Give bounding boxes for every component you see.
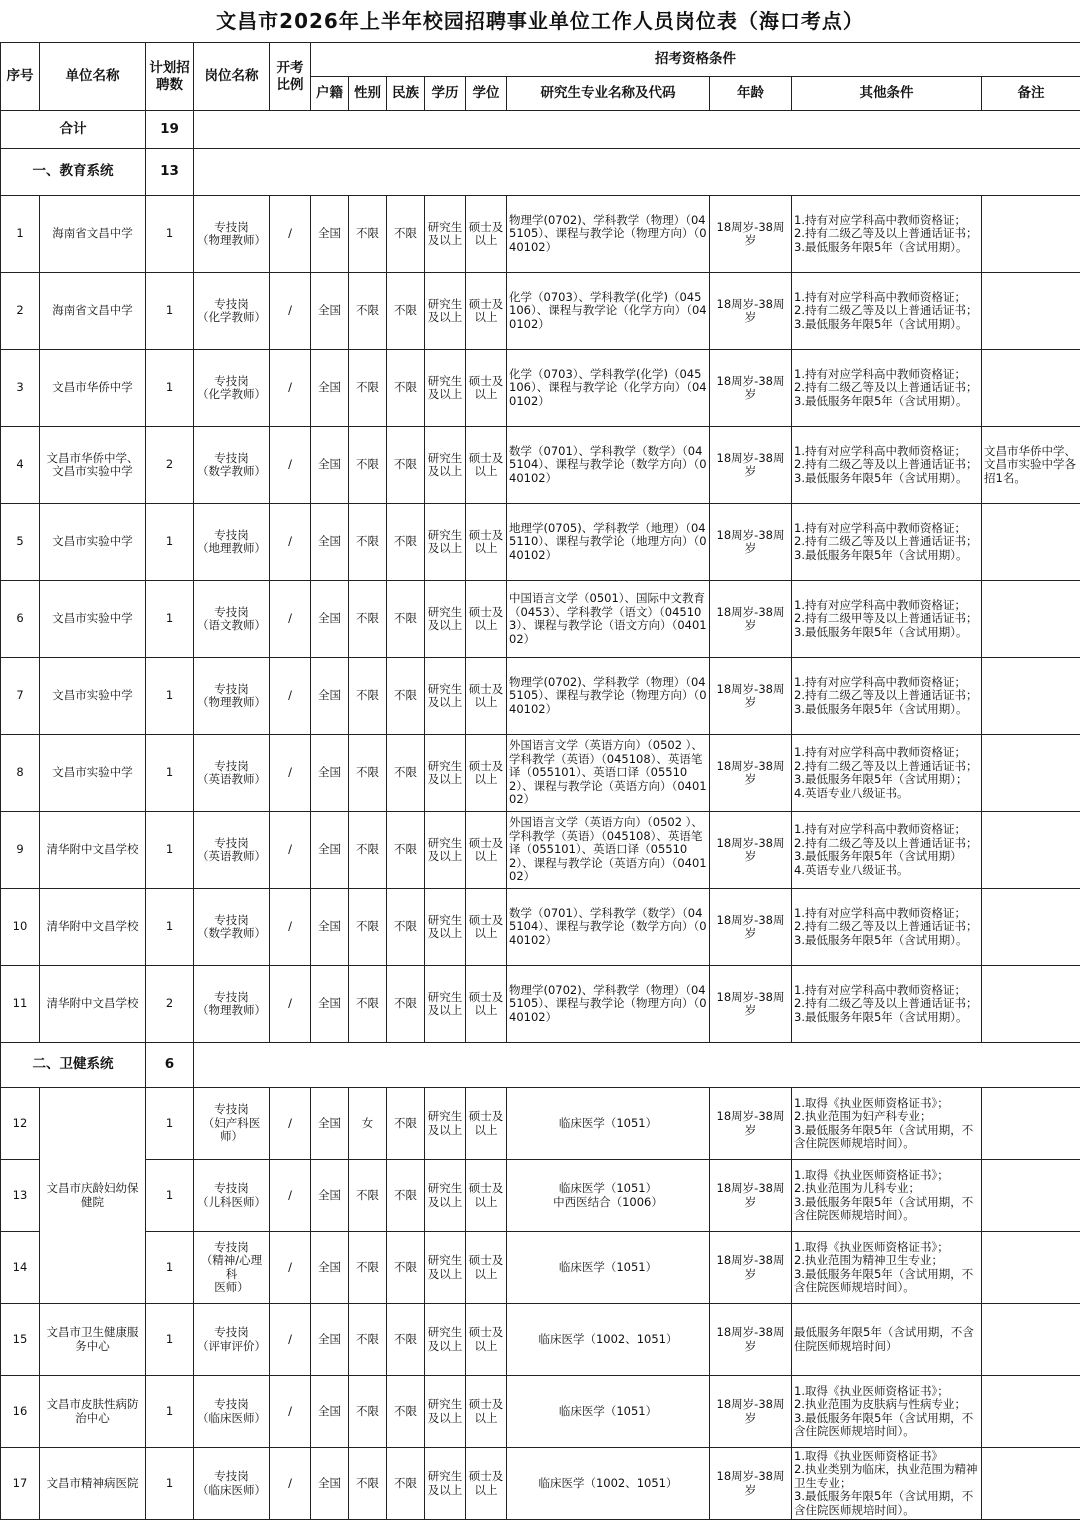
cell-seq: 3 bbox=[1, 350, 40, 427]
cell-ethnic: 不限 bbox=[387, 1160, 425, 1232]
cell-plan: 1 bbox=[146, 504, 194, 581]
header-degree: 学位 bbox=[466, 77, 507, 111]
cell-education: 研究生及以上 bbox=[425, 350, 466, 427]
cell-degree: 硕士及以上 bbox=[466, 350, 507, 427]
cell-unit: 文昌市华侨中学 bbox=[40, 350, 146, 427]
cell-gender: 不限 bbox=[349, 273, 387, 350]
cell-other: 1.持有对应学科高中教师资格证； 2.持有二级乙等及以上普通话证书； 3.最低服务年限5年（含试用期）。 bbox=[792, 350, 982, 427]
cell-position: 专技岗 （物理教师） bbox=[194, 658, 270, 735]
cell-remark bbox=[982, 658, 1080, 735]
cell-ratio: / bbox=[270, 350, 311, 427]
cell-education: 研究生及以上 bbox=[425, 1448, 466, 1520]
cell-education: 研究生及以上 bbox=[425, 273, 466, 350]
cell-age: 18周岁-38周岁 bbox=[710, 1232, 792, 1304]
cell-remark bbox=[982, 273, 1080, 350]
cell-plan: 1 bbox=[146, 735, 194, 812]
cell-major: 临床医学（1002、1051） bbox=[507, 1304, 710, 1376]
cell-unit: 文昌市庆龄妇幼保健院 bbox=[40, 1088, 146, 1304]
header-position: 岗位名称 bbox=[194, 43, 270, 111]
cell-position: 专技岗 （物理教师） bbox=[194, 196, 270, 273]
cell-seq: 16 bbox=[1, 1376, 40, 1448]
cell-major: 外国语言文学（英语方向）（0502 ）、学科教学（英语）（045108）、英语笔译（055101）、英语口译（055102）、课程与教学论（英语方向）（040102） bbox=[507, 812, 710, 889]
cell-hukou: 全国 bbox=[311, 966, 349, 1043]
cell-education: 研究生及以上 bbox=[425, 504, 466, 581]
cell-age: 18周岁-38周岁 bbox=[710, 966, 792, 1043]
cell-other: 1.持有对应学科高中教师资格证； 2.持有二级乙等及以上普通话证书； 3.最低服务年限5年（含试用期）。 bbox=[792, 658, 982, 735]
cell-education: 研究生及以上 bbox=[425, 966, 466, 1043]
section-row bbox=[1, 149, 1080, 196]
cell-plan: 1 bbox=[146, 812, 194, 889]
table-row bbox=[1, 504, 1080, 581]
header-ratio: 开考比例 bbox=[270, 43, 311, 111]
cell-position: 专技岗 （临床医师） bbox=[194, 1376, 270, 1448]
cell-ethnic: 不限 bbox=[387, 427, 425, 504]
cell-seq: 5 bbox=[1, 504, 40, 581]
cell-seq: 2 bbox=[1, 273, 40, 350]
cell-hukou: 全国 bbox=[311, 1160, 349, 1232]
table-row bbox=[1, 427, 1080, 504]
cell-other: 1.取得《执业医师资格证书》； 2.执业范围为妇产科专业； 3.最低服务年限5年（含试用期，不含住院医师规培时间）。 bbox=[792, 1088, 982, 1160]
table-row bbox=[1, 735, 1080, 812]
table-body bbox=[1, 111, 1080, 1520]
cell-major: 临床医学（1051） bbox=[507, 1376, 710, 1448]
cell-age: 18周岁-38周岁 bbox=[710, 735, 792, 812]
cell-education: 研究生及以上 bbox=[425, 658, 466, 735]
cell-plan: 1 bbox=[146, 889, 194, 966]
cell-seq: 4 bbox=[1, 427, 40, 504]
table-row bbox=[1, 350, 1080, 427]
section-count: 6 bbox=[146, 1043, 194, 1088]
cell-plan: 1 bbox=[146, 1304, 194, 1376]
header-ethnic: 民族 bbox=[387, 77, 425, 111]
cell-other: 1.持有对应学科高中教师资格证； 2.持有二级乙等及以上普通话证书； 3.最低服务年限5年（含试用期）。 bbox=[792, 273, 982, 350]
cell-ratio: / bbox=[270, 1232, 311, 1304]
header-plan: 计划招聘数 bbox=[146, 43, 194, 111]
section-name: 一、教育系统 bbox=[1, 149, 146, 196]
cell-degree: 硕士及以上 bbox=[466, 735, 507, 812]
cell-ethnic: 不限 bbox=[387, 350, 425, 427]
cell-age: 18周岁-38周岁 bbox=[710, 196, 792, 273]
cell-unit: 文昌市华侨中学、文昌市实验中学 bbox=[40, 427, 146, 504]
header-hukou: 户籍 bbox=[311, 77, 349, 111]
page-title: 文昌市2026年上半年校园招聘事业单位工作人员岗位表（海口考点） bbox=[216, 9, 864, 33]
cell-ethnic: 不限 bbox=[387, 889, 425, 966]
cell-degree: 硕士及以上 bbox=[466, 1232, 507, 1304]
cell-position: 专技岗 （英语教师） bbox=[194, 735, 270, 812]
cell-ethnic: 不限 bbox=[387, 1088, 425, 1160]
cell-degree: 硕士及以上 bbox=[466, 966, 507, 1043]
cell-major: 数学（0701）、学科教学（数学）（045104）、课程与教学论（数学方向）（040102） bbox=[507, 889, 710, 966]
table-row bbox=[1, 812, 1080, 889]
cell-education: 研究生及以上 bbox=[425, 196, 466, 273]
cell-ratio: / bbox=[270, 1304, 311, 1376]
cell-degree: 硕士及以上 bbox=[466, 273, 507, 350]
header-seq: 序号 bbox=[1, 43, 40, 111]
cell-hukou: 全国 bbox=[311, 735, 349, 812]
cell-hukou: 全国 bbox=[311, 1448, 349, 1520]
cell-major: 化学（0703）、学科教学(化学)（045106）、课程与教学论（化学方向）（040102） bbox=[507, 273, 710, 350]
cell-remark bbox=[982, 1232, 1080, 1304]
cell-position: 专技岗 （妇产科医 师） bbox=[194, 1088, 270, 1160]
cell-ratio: / bbox=[270, 273, 311, 350]
cell-hukou: 全国 bbox=[311, 504, 349, 581]
cell-ethnic: 不限 bbox=[387, 1232, 425, 1304]
cell-degree: 硕士及以上 bbox=[466, 196, 507, 273]
cell-other: 1.持有对应学科高中教师资格证； 2.持有二级乙等及以上普通话证书； 3.最低服务年限5年（含试用期）。 bbox=[792, 966, 982, 1043]
cell-remark bbox=[982, 1160, 1080, 1232]
cell-hukou: 全国 bbox=[311, 812, 349, 889]
cell-hukou: 全国 bbox=[311, 889, 349, 966]
cell-position: 专技岗 （儿科医师） bbox=[194, 1160, 270, 1232]
cell-other: 1.持有对应学科高中教师资格证； 2.持有二级乙等及以上普通话证书； 3.最低服务年限5年（含试用期）。 bbox=[792, 504, 982, 581]
cell-position: 专技岗 （临床医师） bbox=[194, 1448, 270, 1520]
cell-education: 研究生及以上 bbox=[425, 581, 466, 658]
cell-other: 1.取得《执业医师资格证书》； 2.执业范围为儿科专业； 3.最低服务年限5年（含试用期，不含住院医师规培时间）。 bbox=[792, 1160, 982, 1232]
cell-age: 18周岁-38周岁 bbox=[710, 504, 792, 581]
cell-plan: 1 bbox=[146, 196, 194, 273]
cell-other: 1.持有对应学科高中教师资格证； 2.持有二级乙等及以上普通话证书； 3.最低服务年限5年（含试用期）。 bbox=[792, 427, 982, 504]
cell-gender: 不限 bbox=[349, 504, 387, 581]
cell-ethnic: 不限 bbox=[387, 273, 425, 350]
cell-major: 物理学(0702)、学科教学（物理）（045105）、课程与教学论（物理方向）（040102） bbox=[507, 966, 710, 1043]
cell-ratio: / bbox=[270, 504, 311, 581]
cell-age: 18周岁-38周岁 bbox=[710, 1376, 792, 1448]
cell-other: 1.取得《执业医师资格证书》； 2.执业范围为精神卫生专业； 3.最低服务年限5年（含试用期，不含住院医师规培时间）。 bbox=[792, 1232, 982, 1304]
cell-age: 18周岁-38周岁 bbox=[710, 581, 792, 658]
cell-seq: 6 bbox=[1, 581, 40, 658]
cell-hukou: 全国 bbox=[311, 1304, 349, 1376]
cell-remark bbox=[982, 966, 1080, 1043]
cell-hukou: 全国 bbox=[311, 427, 349, 504]
cell-seq: 8 bbox=[1, 735, 40, 812]
cell-seq: 1 bbox=[1, 196, 40, 273]
cell-ratio: / bbox=[270, 1160, 311, 1232]
cell-other: 最低服务年限5年（含试用期，不含住院医师规培时间） bbox=[792, 1304, 982, 1376]
cell-ethnic: 不限 bbox=[387, 812, 425, 889]
cell-seq: 12 bbox=[1, 1088, 40, 1160]
cell-unit: 清华附中文昌学校 bbox=[40, 966, 146, 1043]
cell-ratio: / bbox=[270, 889, 311, 966]
cell-education: 研究生及以上 bbox=[425, 1088, 466, 1160]
section-blank bbox=[194, 149, 1080, 196]
cell-remark bbox=[982, 1376, 1080, 1448]
cell-position: 专技岗 （评审评价） bbox=[194, 1304, 270, 1376]
cell-age: 18周岁-38周岁 bbox=[710, 812, 792, 889]
cell-degree: 硕士及以上 bbox=[466, 581, 507, 658]
cell-age: 18周岁-38周岁 bbox=[710, 273, 792, 350]
cell-gender: 不限 bbox=[349, 735, 387, 812]
cell-other: 1.取得《执业医师资格证书》 2.执业类别为临床，执业范围为精神卫生专业； 3.最低服务年限5年（含试用期，不含住院医师规培时间）。 bbox=[792, 1448, 982, 1520]
cell-degree: 硕士及以上 bbox=[466, 1088, 507, 1160]
cell-position: 专技岗 （化学教师） bbox=[194, 273, 270, 350]
cell-education: 研究生及以上 bbox=[425, 1376, 466, 1448]
cell-ethnic: 不限 bbox=[387, 658, 425, 735]
table-row bbox=[1, 889, 1080, 966]
cell-education: 研究生及以上 bbox=[425, 427, 466, 504]
cell-unit: 海南省文昌中学 bbox=[40, 273, 146, 350]
cell-hukou: 全国 bbox=[311, 1232, 349, 1304]
header-unit: 单位名称 bbox=[40, 43, 146, 111]
section-count: 13 bbox=[146, 149, 194, 196]
cell-seq: 11 bbox=[1, 966, 40, 1043]
cell-ethnic: 不限 bbox=[387, 581, 425, 658]
cell-ratio: / bbox=[270, 196, 311, 273]
cell-plan: 1 bbox=[146, 1160, 194, 1232]
cell-ratio: / bbox=[270, 427, 311, 504]
cell-hukou: 全国 bbox=[311, 350, 349, 427]
cell-plan: 1 bbox=[146, 1232, 194, 1304]
table-row bbox=[1, 196, 1080, 273]
cell-plan: 1 bbox=[146, 581, 194, 658]
cell-age: 18周岁-38周岁 bbox=[710, 658, 792, 735]
cell-major: 临床医学（1051） bbox=[507, 1088, 710, 1160]
cell-hukou: 全国 bbox=[311, 658, 349, 735]
header-other: 其他条件 bbox=[792, 77, 982, 111]
cell-unit: 海南省文昌中学 bbox=[40, 196, 146, 273]
cell-hukou: 全国 bbox=[311, 273, 349, 350]
header-education: 学历 bbox=[425, 77, 466, 111]
cell-position: 专技岗 （英语教师） bbox=[194, 812, 270, 889]
cell-seq: 17 bbox=[1, 1448, 40, 1520]
cell-gender: 不限 bbox=[349, 1376, 387, 1448]
cell-gender: 不限 bbox=[349, 581, 387, 658]
cell-degree: 硕士及以上 bbox=[466, 427, 507, 504]
cell-ethnic: 不限 bbox=[387, 1448, 425, 1520]
cell-degree: 硕士及以上 bbox=[466, 1376, 507, 1448]
cell-unit: 文昌市卫生健康服务中心 bbox=[40, 1304, 146, 1376]
cell-age: 18周岁-38周岁 bbox=[710, 1088, 792, 1160]
cell-remark bbox=[982, 1088, 1080, 1160]
table-row bbox=[1, 1376, 1080, 1448]
cell-position: 专技岗 （数学教师） bbox=[194, 889, 270, 966]
cell-major: 化学（0703）、学科教学(化学)（045106）、课程与教学论（化学方向）（040102） bbox=[507, 350, 710, 427]
cell-degree: 硕士及以上 bbox=[466, 1304, 507, 1376]
cell-ratio: / bbox=[270, 1088, 311, 1160]
cell-other: 1.持有对应学科高中教师资格证； 2.持有二级乙等及以上普通话证书； 3.最低服务年限5年（含试用期）。 bbox=[792, 889, 982, 966]
cell-gender: 女 bbox=[349, 1088, 387, 1160]
cell-remark bbox=[982, 196, 1080, 273]
cell-ratio: / bbox=[270, 658, 311, 735]
cell-unit: 文昌市实验中学 bbox=[40, 658, 146, 735]
cell-gender: 不限 bbox=[349, 1304, 387, 1376]
table-row bbox=[1, 1160, 1080, 1232]
cell-major: 物理学(0702)、学科教学（物理）（045105）、课程与教学论（物理方向）（040102） bbox=[507, 196, 710, 273]
header-remark: 备注 bbox=[982, 77, 1080, 111]
cell-position: 专技岗 （数学教师） bbox=[194, 427, 270, 504]
cell-major: 外国语言文学（英语方向）（0502 ）、学科教学（英语）（045108）、英语笔译（055101）、英语口译（055102）、课程与教学论（英语方向）（040102） bbox=[507, 735, 710, 812]
header-major: 研究生专业名称及代码 bbox=[507, 77, 710, 111]
cell-gender: 不限 bbox=[349, 812, 387, 889]
cell-other: 1.持有对应学科高中教师资格证； 2.持有二级甲等及以上普通话证书； 3.最低服务年限5年（含试用期）。 bbox=[792, 581, 982, 658]
cell-position: 专技岗 （语文教师） bbox=[194, 581, 270, 658]
cell-remark bbox=[982, 735, 1080, 812]
cell-degree: 硕士及以上 bbox=[466, 889, 507, 966]
cell-unit: 清华附中文昌学校 bbox=[40, 812, 146, 889]
cell-gender: 不限 bbox=[349, 427, 387, 504]
cell-ratio: / bbox=[270, 1448, 311, 1520]
cell-remark bbox=[982, 812, 1080, 889]
cell-degree: 硕士及以上 bbox=[466, 1160, 507, 1232]
cell-seq: 9 bbox=[1, 812, 40, 889]
cell-unit: 文昌市实验中学 bbox=[40, 504, 146, 581]
cell-major: 物理学(0702)、学科教学（物理）（045105）、课程与教学论（物理方向）（040102） bbox=[507, 658, 710, 735]
table-row bbox=[1, 1232, 1080, 1304]
cell-plan: 2 bbox=[146, 966, 194, 1043]
cell-ethnic: 不限 bbox=[387, 966, 425, 1043]
cell-education: 研究生及以上 bbox=[425, 1304, 466, 1376]
cell-age: 18周岁-38周岁 bbox=[710, 427, 792, 504]
cell-degree: 硕士及以上 bbox=[466, 1448, 507, 1520]
cell-age: 18周岁-38周岁 bbox=[710, 1448, 792, 1520]
cell-gender: 不限 bbox=[349, 1160, 387, 1232]
cell-gender: 不限 bbox=[349, 1448, 387, 1520]
table-row bbox=[1, 581, 1080, 658]
cell-plan: 1 bbox=[146, 1448, 194, 1520]
cell-other: 1.持有对应学科高中教师资格证； 2.持有二级乙等及以上普通话证书； 3.最低服务年限5年（含试用期） 4.英语专业八级证书。 bbox=[792, 812, 982, 889]
section-row bbox=[1, 1043, 1080, 1088]
cell-position: 专技岗 （地理教师） bbox=[194, 504, 270, 581]
cell-seq: 7 bbox=[1, 658, 40, 735]
cell-ethnic: 不限 bbox=[387, 504, 425, 581]
total-label: 合计 bbox=[1, 111, 146, 149]
cell-major: 数学（0701）、学科教学（数学）（045104）、课程与教学论（数学方向）（040102） bbox=[507, 427, 710, 504]
cell-education: 研究生及以上 bbox=[425, 889, 466, 966]
cell-plan: 1 bbox=[146, 273, 194, 350]
cell-remark bbox=[982, 889, 1080, 966]
cell-gender: 不限 bbox=[349, 658, 387, 735]
table-row bbox=[1, 658, 1080, 735]
cell-plan: 1 bbox=[146, 350, 194, 427]
cell-unit: 文昌市实验中学 bbox=[40, 581, 146, 658]
section-blank bbox=[194, 1043, 1080, 1088]
cell-degree: 硕士及以上 bbox=[466, 658, 507, 735]
header-age: 年龄 bbox=[710, 77, 792, 111]
cell-seq: 15 bbox=[1, 1304, 40, 1376]
cell-education: 研究生及以上 bbox=[425, 735, 466, 812]
table-row bbox=[1, 1448, 1080, 1520]
table-row bbox=[1, 273, 1080, 350]
cell-other: 1.取得《执业医师资格证书》； 2.执业范围为皮肤病与性病专业； 3.最低服务年限5年（含试用期，不含住院医师规培时间）。 bbox=[792, 1376, 982, 1448]
cell-ethnic: 不限 bbox=[387, 735, 425, 812]
cell-plan: 1 bbox=[146, 658, 194, 735]
cell-ratio: / bbox=[270, 812, 311, 889]
cell-education: 研究生及以上 bbox=[425, 812, 466, 889]
cell-ratio: / bbox=[270, 1376, 311, 1448]
cell-age: 18周岁-38周岁 bbox=[710, 350, 792, 427]
cell-seq: 13 bbox=[1, 1160, 40, 1232]
cell-hukou: 全国 bbox=[311, 581, 349, 658]
cell-unit: 文昌市实验中学 bbox=[40, 735, 146, 812]
cell-plan: 1 bbox=[146, 1376, 194, 1448]
cell-education: 研究生及以上 bbox=[425, 1160, 466, 1232]
total-row bbox=[1, 111, 1080, 149]
cell-remark bbox=[982, 1304, 1080, 1376]
cell-unit: 文昌市皮肤性病防治中心 bbox=[40, 1376, 146, 1448]
total-count: 19 bbox=[146, 111, 194, 149]
cell-ratio: / bbox=[270, 735, 311, 812]
cell-remark bbox=[982, 1448, 1080, 1520]
cell-unit: 文昌市精神病医院 bbox=[40, 1448, 146, 1520]
table-row bbox=[1, 1304, 1080, 1376]
cell-remark bbox=[982, 581, 1080, 658]
cell-degree: 硕士及以上 bbox=[466, 812, 507, 889]
cell-ratio: / bbox=[270, 966, 311, 1043]
cell-education: 研究生及以上 bbox=[425, 1232, 466, 1304]
cell-hukou: 全国 bbox=[311, 1088, 349, 1160]
cell-seq: 10 bbox=[1, 889, 40, 966]
cell-remark bbox=[982, 504, 1080, 581]
cell-other: 1.持有对应学科高中教师资格证； 2.持有二级乙等及以上普通话证书； 3.最低服务年限5年（含试用期）。 bbox=[792, 196, 982, 273]
cell-major: 临床医学（1051） bbox=[507, 1232, 710, 1304]
cell-position: 专技岗 （精神/心理科 医师） bbox=[194, 1232, 270, 1304]
cell-ratio: / bbox=[270, 581, 311, 658]
position-table bbox=[0, 42, 1080, 1520]
cell-degree: 硕士及以上 bbox=[466, 504, 507, 581]
cell-major: 临床医学（1051） 中西医结合（1006） bbox=[507, 1160, 710, 1232]
cell-other: 1.持有对应学科高中教师资格证； 2.持有二级乙等及以上普通话证书； 3.最低服务年限5年（含试用期）； 4.英语专业八级证书。 bbox=[792, 735, 982, 812]
total-blank bbox=[194, 111, 1080, 149]
cell-gender: 不限 bbox=[349, 350, 387, 427]
cell-age: 18周岁-38周岁 bbox=[710, 1304, 792, 1376]
cell-gender: 不限 bbox=[349, 1232, 387, 1304]
cell-age: 18周岁-38周岁 bbox=[710, 889, 792, 966]
header-gender: 性别 bbox=[349, 77, 387, 111]
section-name: 二、卫健系统 bbox=[1, 1043, 146, 1088]
cell-major: 中国语言文学（0501）、国际中文教育（0453）、学科教学（语文）（045103）、课程与教学论（语文方向）（040102） bbox=[507, 581, 710, 658]
cell-ethnic: 不限 bbox=[387, 1304, 425, 1376]
cell-hukou: 全国 bbox=[311, 196, 349, 273]
cell-hukou: 全国 bbox=[311, 1376, 349, 1448]
cell-gender: 不限 bbox=[349, 966, 387, 1043]
header-conditions: 招考资格条件 bbox=[311, 43, 1080, 77]
cell-gender: 不限 bbox=[349, 196, 387, 273]
cell-major: 地理学(0705)、学科教学（地理）（045110）、课程与教学论（地理方向）（040102） bbox=[507, 504, 710, 581]
cell-position: 专技岗 （化学教师） bbox=[194, 350, 270, 427]
cell-plan: 2 bbox=[146, 427, 194, 504]
cell-plan: 1 bbox=[146, 1088, 194, 1160]
cell-unit: 清华附中文昌学校 bbox=[40, 889, 146, 966]
cell-position: 专技岗 （物理教师） bbox=[194, 966, 270, 1043]
cell-remark bbox=[982, 350, 1080, 427]
table-row bbox=[1, 966, 1080, 1043]
cell-ethnic: 不限 bbox=[387, 196, 425, 273]
cell-gender: 不限 bbox=[349, 889, 387, 966]
cell-major: 临床医学（1002、1051） bbox=[507, 1448, 710, 1520]
cell-seq: 14 bbox=[1, 1232, 40, 1304]
table-row bbox=[1, 1088, 1080, 1160]
cell-ethnic: 不限 bbox=[387, 1376, 425, 1448]
cell-age: 18周岁-38周岁 bbox=[710, 1160, 792, 1232]
cell-remark: 文昌市华侨中学、文昌市实验中学各招1名。 bbox=[982, 427, 1080, 504]
